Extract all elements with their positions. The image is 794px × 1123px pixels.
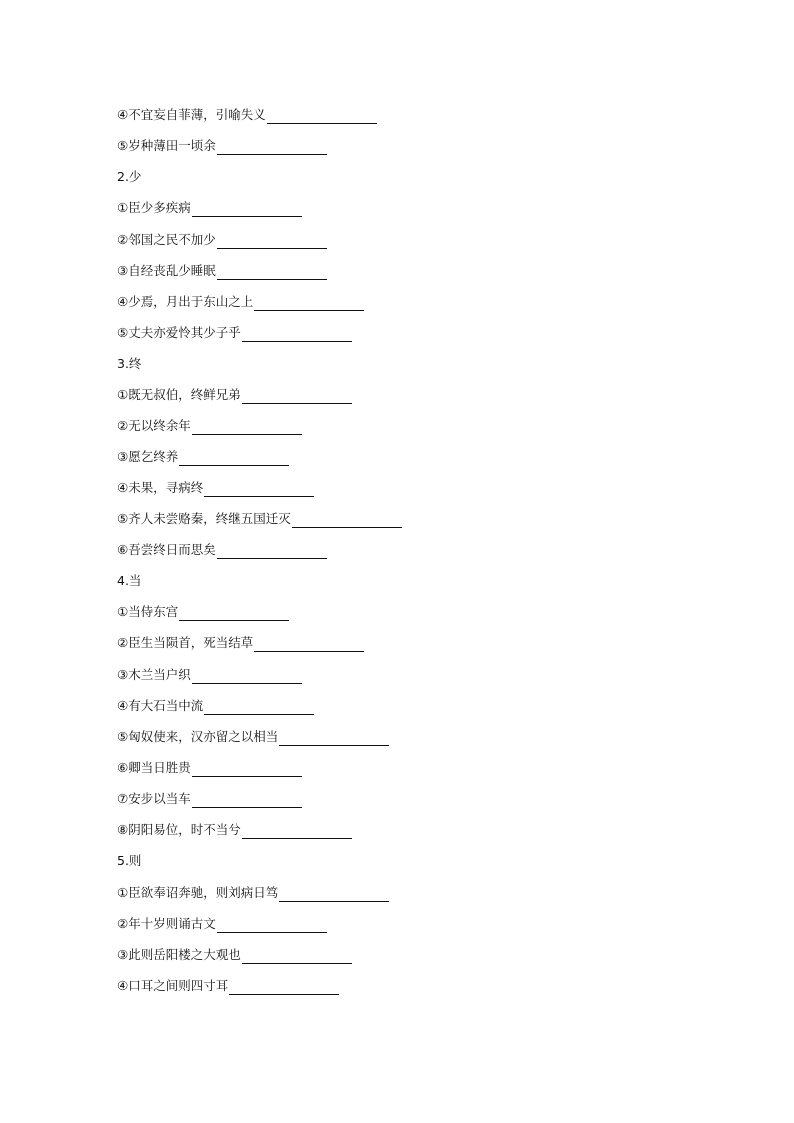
exercise-item	[117, 884, 389, 902]
item-text: ②年十岁则诵古文	[117, 916, 216, 931]
exercise-item	[117, 603, 289, 621]
answer-blank[interactable]	[217, 142, 327, 155]
answer-blank[interactable]	[204, 484, 314, 497]
item-text: ⑥卿当日胜贵	[117, 760, 191, 775]
exercise-item	[117, 448, 289, 466]
exercise-item	[117, 479, 314, 497]
item-text: ①臣欲奉诏奔驰，则刘病日笃	[117, 885, 279, 900]
item-text: ⑤齐人未尝赂秦，终继五国迁灭	[117, 511, 291, 526]
answer-blank[interactable]	[192, 204, 302, 217]
exercise-item	[117, 759, 302, 777]
exercise-item	[117, 666, 302, 684]
answer-blank[interactable]	[267, 111, 377, 124]
answer-blank[interactable]	[292, 515, 402, 528]
answer-blank[interactable]	[192, 671, 302, 684]
exercise-item	[117, 262, 327, 280]
exercise-item	[117, 634, 364, 652]
exercise-item	[117, 324, 352, 342]
exercise-item	[117, 697, 314, 715]
item-text: ③自经丧乱少睡眠	[117, 263, 216, 278]
item-text: ②臣生当陨首，死当结草	[117, 635, 254, 650]
exercise-item	[117, 293, 364, 311]
heading-text: 3.终	[117, 356, 142, 371]
item-text: ①臣少多疾病	[117, 200, 191, 215]
heading-text: 2.少	[117, 169, 142, 184]
section-heading	[117, 572, 141, 590]
item-text: ④少焉，月出于东山之上	[117, 294, 254, 309]
exercise-item	[117, 510, 402, 528]
answer-blank[interactable]	[279, 733, 389, 746]
answer-blank[interactable]	[192, 422, 302, 435]
item-text: ⑤岁种薄田一顷余	[117, 138, 216, 153]
exercise-item	[117, 541, 327, 559]
answer-blank[interactable]	[279, 889, 389, 902]
answer-blank[interactable]	[229, 982, 339, 995]
answer-blank[interactable]	[192, 795, 302, 808]
item-text: ⑤丈夫亦爱怜其少子乎	[117, 325, 241, 340]
item-text: ④未果，寻病终	[117, 480, 204, 495]
section-heading	[117, 355, 141, 373]
item-text: ①既无叔伯，终鲜兄弟	[117, 387, 241, 402]
item-text: ④不宜妄自菲薄，引喻失义	[117, 107, 266, 122]
answer-blank[interactable]	[242, 329, 352, 342]
item-text: ③此则岳阳楼之大观也	[117, 947, 241, 962]
heading-text: 5.则	[117, 853, 142, 868]
exercise-item	[117, 231, 327, 249]
item-text: ②邻国之民不加少	[117, 232, 216, 247]
item-text: ⑥吾尝终日而思矣	[117, 542, 216, 557]
item-text: ⑧阴阳易位，时不当兮	[117, 822, 241, 837]
exercise-item	[117, 821, 352, 839]
answer-blank[interactable]	[217, 920, 327, 933]
exercise-item	[117, 137, 327, 155]
answer-blank[interactable]	[179, 453, 289, 466]
exercise-item	[117, 915, 327, 933]
answer-blank[interactable]	[179, 608, 289, 621]
item-text: ④口耳之间则四寸耳	[117, 978, 229, 993]
item-text: ④有大石当中流	[117, 698, 204, 713]
answer-blank[interactable]	[242, 826, 352, 839]
exercise-item	[117, 790, 302, 808]
answer-blank[interactable]	[254, 298, 364, 311]
exercise-item	[117, 946, 352, 964]
item-text: ①当侍东宫	[117, 604, 179, 619]
item-text: ③木兰当户织	[117, 667, 191, 682]
item-text: ③愿乞终养	[117, 449, 179, 464]
item-text: ⑤匈奴使来，汉亦留之以相当	[117, 729, 279, 744]
item-text: ②无以终余年	[117, 418, 191, 433]
exercise-item	[117, 977, 339, 995]
answer-blank[interactable]	[204, 702, 314, 715]
answer-blank[interactable]	[254, 639, 364, 652]
item-text: ⑦安步以当车	[117, 791, 191, 806]
answer-blank[interactable]	[217, 236, 327, 249]
answer-blank[interactable]	[217, 546, 327, 559]
exercise-item	[117, 728, 389, 746]
section-heading	[117, 852, 141, 870]
answer-blank[interactable]	[242, 391, 352, 404]
exercise-item	[117, 417, 302, 435]
answer-blank[interactable]	[242, 951, 352, 964]
exercise-item	[117, 199, 302, 217]
heading-text: 4.当	[117, 573, 142, 588]
answer-blank[interactable]	[217, 267, 327, 280]
section-heading	[117, 168, 141, 186]
answer-blank[interactable]	[192, 764, 302, 777]
exercise-item	[117, 386, 352, 404]
exercise-item	[117, 106, 377, 124]
